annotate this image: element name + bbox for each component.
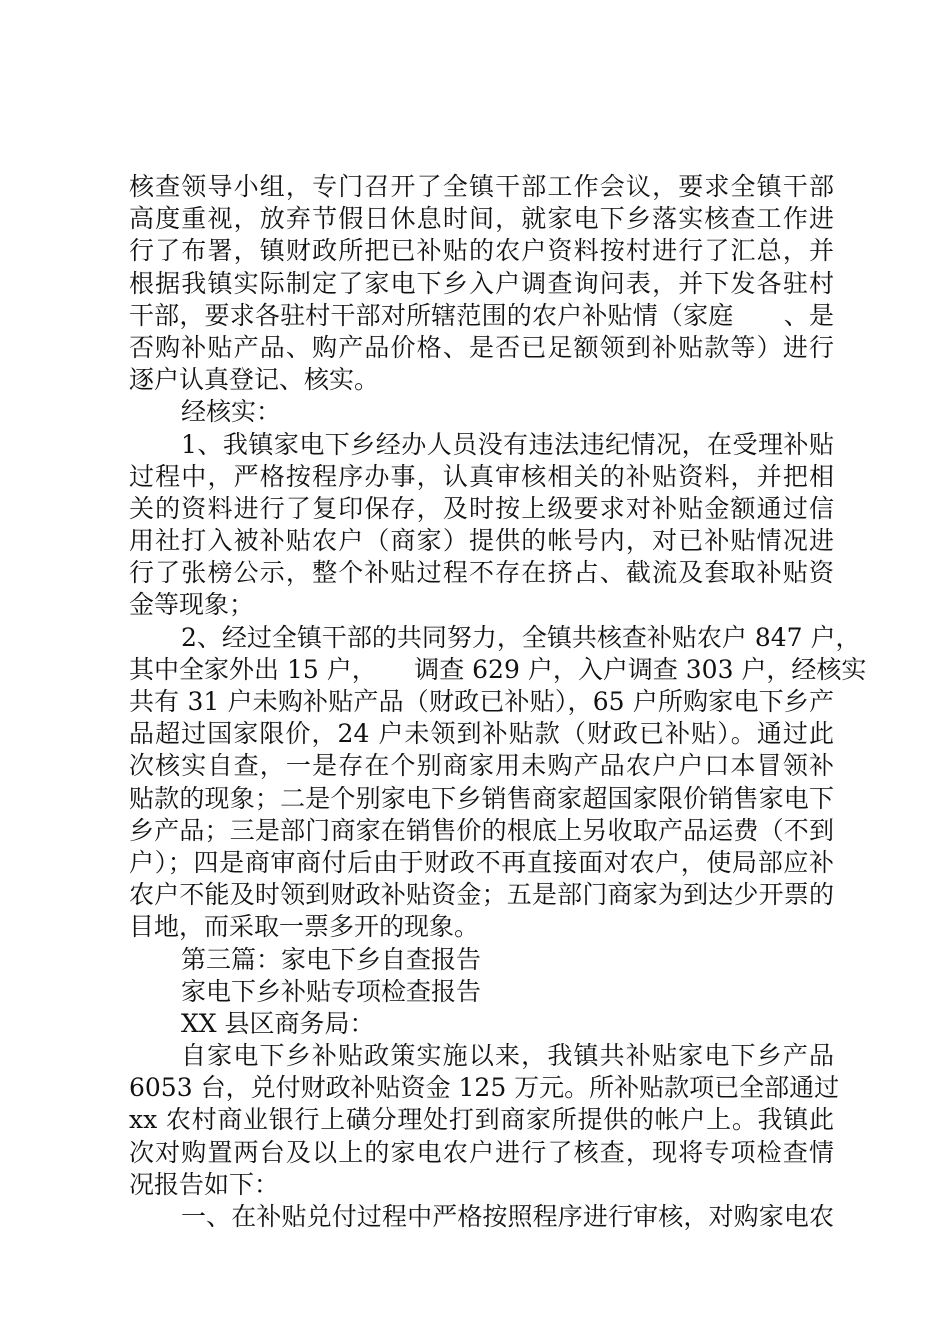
text-line: 2、经过全镇干部的共同努力，全镇共核查补贴农户 847 户， xyxy=(181,622,861,652)
text-line: xx 农村商业银行上磺分理处打到商家所提供的帐户上。我镇此 xyxy=(129,1105,834,1135)
text-line: 干部，要求各驻村干部对所辖范围的农户补贴情（家庭 、是 xyxy=(129,300,834,330)
text-line: 关的资料进行了复印保存，及时按上级要求对补贴金额通过信 xyxy=(129,493,834,523)
text-line: 共有 31 户未购补贴产品（财政已补贴），65 户所购家电下乡产 xyxy=(129,687,834,716)
text-line: 况报告如下： xyxy=(129,1169,280,1199)
text-line: 自家电下乡补贴政策实施以来，我镇共补贴家电下乡产品 xyxy=(181,1041,834,1071)
text-line: 次核实自查，一是存在个别商家用未购产品农户户口本冒领补 xyxy=(129,751,834,781)
text-line: 目地，而采取一票多开的现象。 xyxy=(129,912,480,942)
text-line: 行了布署，镇财政所把已补贴的农户资料按村进行了汇总，并 xyxy=(129,236,834,266)
text-line: 1、我镇家电下乡经办人员没有违法违纪情况，在受理补贴 xyxy=(181,429,834,459)
text-line: XX 县区商务局： xyxy=(181,1008,375,1038)
text-line: 户）；四是商审商付后由于财政不再直接面对农户，使局部应补 xyxy=(129,847,834,877)
text-line: 乡产品；三是部门商家在销售价的根底上另收取产品运费（不到 xyxy=(129,815,834,845)
text-line: 其中全家外出 15 户， 调查 629 户，入户调查 303 户，经核实 xyxy=(129,654,867,684)
text-line: 第三篇：家电下乡自查报告 xyxy=(181,944,482,974)
text-line: 次对购置两台及以上的家电农户进行了核查，现将专项检查情 xyxy=(129,1137,834,1167)
text-line: 家电下乡补贴专项检查报告 xyxy=(181,976,482,1006)
text-line: 逐户认真登记、核实。 xyxy=(129,365,380,395)
text-line: 高度重视，放弃节假日休息时间，就家电下乡落实核查工作进 xyxy=(129,204,834,234)
text-line: 核查领导小组，专门召开了全镇干部工作会议，要求全镇干部 xyxy=(129,172,834,201)
text-line: 用社打入被补贴农户（商家）提供的帐号内，对已补贴情况进 xyxy=(129,526,834,556)
text-line: 行了张榜公示，整个补贴过程不存在挤占、截流及套取补贴资 xyxy=(129,558,834,588)
text-line: 过程中，严格按程序办事，认真审核相关的补贴资料，并把相 xyxy=(129,461,834,491)
text-line: 根据我镇实际制定了家电下乡入户调查询问表，并下发各驻村 xyxy=(129,268,834,298)
text-line: 贴款的现象；二是个别家电下乡销售商家超国家限价销售家电下 xyxy=(129,783,834,813)
text-line: 农户不能及时领到财政补贴资金；五是部门商家为到达少开票的 xyxy=(129,880,834,910)
text-line: 否购补贴产品、购产品价格、是否已足额领到补贴款等）进行 xyxy=(129,332,834,362)
text-line: 金等现象； xyxy=(129,590,255,620)
text-line: 经核实： xyxy=(181,397,282,427)
text-line: 一、在补贴兑付过程中严格按照程序进行审核，对购家电农 xyxy=(181,1202,834,1231)
document-body-text xyxy=(129,171,867,1233)
text-line: 6053 台，兑付财政补贴资金 125 万元。所补贴款项已全部通过 xyxy=(129,1073,840,1103)
text-line: 品超过国家限价，24 户未领到补贴款（财政已补贴）。通过此 xyxy=(129,719,834,749)
